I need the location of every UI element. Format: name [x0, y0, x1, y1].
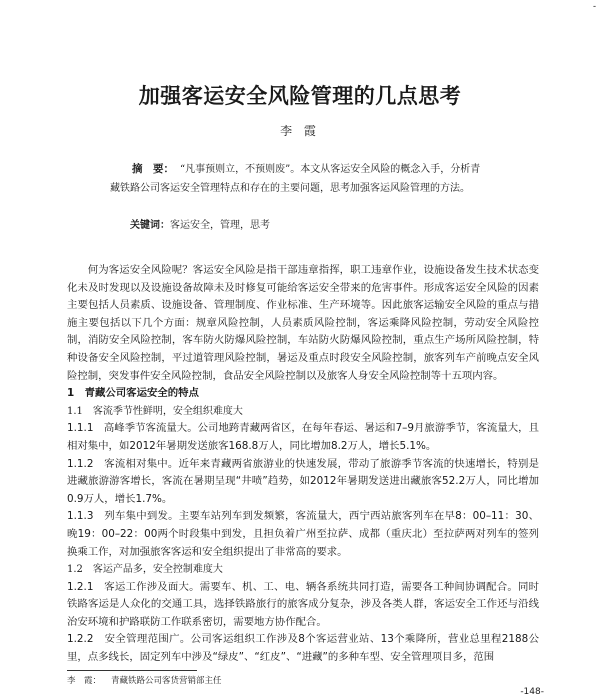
keywords-label: 关键词：: [130, 220, 170, 231]
abstract-text: “凡事预则立，不预则废”。本文从客运安全风险的概念入手，分析青藏铁路公司客运安全管理特点和存在的主要问题，思考加强客运风险管理的方法。: [110, 164, 481, 194]
keywords: [130, 219, 490, 233]
footnote: [67, 676, 487, 687]
page-number: -148-: [520, 687, 544, 697]
paragraph-1-1-1: 1.1.1 高峰季节客流量大。公司地跨青藏两省区，在每年春运、暑运和7–9月旅游季节，客流量大，且相对集中，如2012年暑期发送旅客168.8万人，同比增加8.2万人，增长5.1%。: [67, 422, 539, 452]
paragraph-1-1-3: 1.1.3 列车集中到发。主要车站列车到发频繁，客流量大，西宁西站旅客列车在早8：00–11：30、晚19：00–22：00两个时段集中到发，且担负着广州至拉萨、成都（重庆北）至拉萨两对列车的签列换乘工作，对加强旅客客运和安全组织提出了非常高的要求。: [67, 510, 539, 558]
paragraph-1-2-2: 1.2.2 安全管理范围广。公司客运组织工作涉及8个客运营业站、13个乘降所，营业总里程2188公里，点多线长，固定列车中涉及“绿皮”、“红皮”、“进藏”的多种车型、安全管理项目多，范围: [67, 633, 539, 664]
subsection-heading-1-1: 1.1 客流季节性鲜明，安全组织难度大: [67, 405, 243, 417]
article-body: [67, 262, 539, 667]
author-name: 李 霞: [280, 124, 320, 138]
intro-paragraph: 何为客运安全风险呢？客运安全风险是指干部违章指挥，职工违章作业，设施设备发生技术状态变化未及时发现以及设施设备故障未及时修复可能给客运安全带来的危害事件。形成客运安全风险的因素主要包括人员素质、设施设备、管理制度、作业标准、生产环境等。因此旅客运输安全风险的重点与措施主要包括以下几个方面：规章风险控制，人员素质风险控制，客运乘降风险控制，劳动安全风险控制，消防安全风险控制，客车防火防爆风险控制，车站防火防爆风险控制，重点生产场所风险控制，特种设备安全风险控制，平过道管理风险控制，暑运及重点时段安全风险控制，旅客列车产前晚点安全风险控制，突发事件安全风险控制，食品安全风险控制以及旅客人身安全风险控制等十五项内容。: [67, 264, 539, 382]
paragraph-1-1-2: 1.1.2 客流相对集中。近年来青藏两省旅游业的快速发展，带动了旅游季节客流的快速增长，特别是进藏旅游游客增长，客流在暑期呈现“井喷”趋势，如2012年暑期发送进出藏旅客52.2万人，同比增加0.9万人，增长1.7%。: [67, 457, 539, 505]
footnote-text: 青藏铁路公司客货营销部主任: [111, 676, 222, 686]
article-title: 加强客运安全风险管理的几点思考: [138, 84, 462, 108]
section-heading-1: 1 青藏公司客运安全的特点: [67, 387, 199, 400]
footnote-divider: [67, 670, 197, 671]
subsection-heading-1-2: 1.2 客运产品多，安全控制难度大: [67, 564, 223, 576]
keywords-text: 客运安全，管理，思考: [170, 220, 270, 231]
abstract-label: 摘 要：: [132, 163, 174, 175]
abstract: [110, 160, 490, 198]
page-corner-mark: -: [592, 2, 596, 12]
paragraph-1-2-1: 1.2.1 客运工作涉及面大。需要车、机、工、电、辆各系统共同打造，需要各工种间协调配合。同时铁路客运是人众化的交通工具，选择铁路旅行的旅客成分复杂，涉及各类人群，客运安全工作还与沿线治安环境和护路联防工作联系密切，需要地方协作配合。: [67, 580, 539, 628]
footnote-label: 李 霞：: [67, 676, 102, 686]
